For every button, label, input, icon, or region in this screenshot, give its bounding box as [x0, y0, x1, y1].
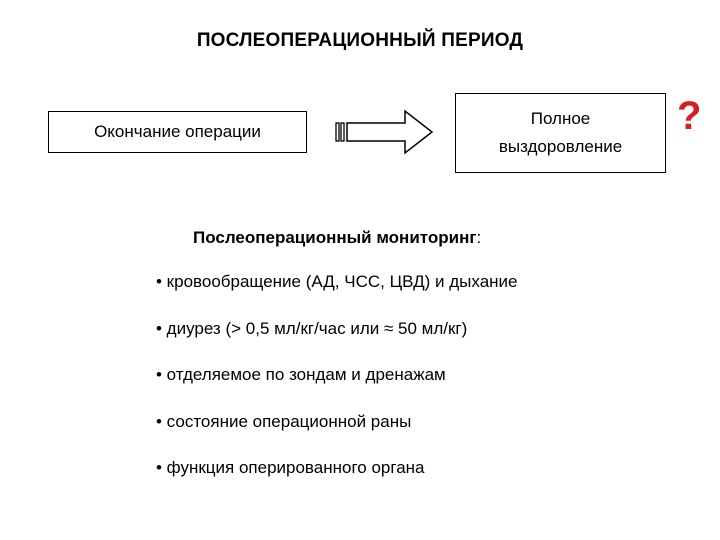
monitoring-heading-text: Послеоперационный мониторинг [193, 228, 477, 247]
monitoring-heading-colon: : [476, 228, 482, 247]
list-item: • отделяемое по зондам и дренажам [156, 365, 446, 384]
start-box [48, 111, 307, 153]
monitoring-heading [193, 228, 481, 248]
monitoring-list [156, 270, 517, 503]
page-title: ПОСЛЕОПЕРАЦИОННЫЙ ПЕРИОД [196, 30, 524, 51]
list-item: • состояние операционной раны [156, 411, 412, 431]
arrow-right-icon [335, 108, 435, 156]
list-item: • диурез (> 0,5 мл/кг/час или ≈ 50 мл/кг) [156, 318, 468, 338]
list-item: • кровообращение (АД, ЧСС, ЦВД) и дыхание [156, 272, 518, 291]
end-box [455, 93, 666, 173]
list-item: • функция оперированного органа [156, 458, 425, 477]
end-label-line2: выздоровление [498, 137, 623, 156]
end-label-line1: Полное [530, 109, 591, 128]
question-mark: ? [677, 94, 702, 138]
start-label: Окончание операции [94, 122, 261, 141]
